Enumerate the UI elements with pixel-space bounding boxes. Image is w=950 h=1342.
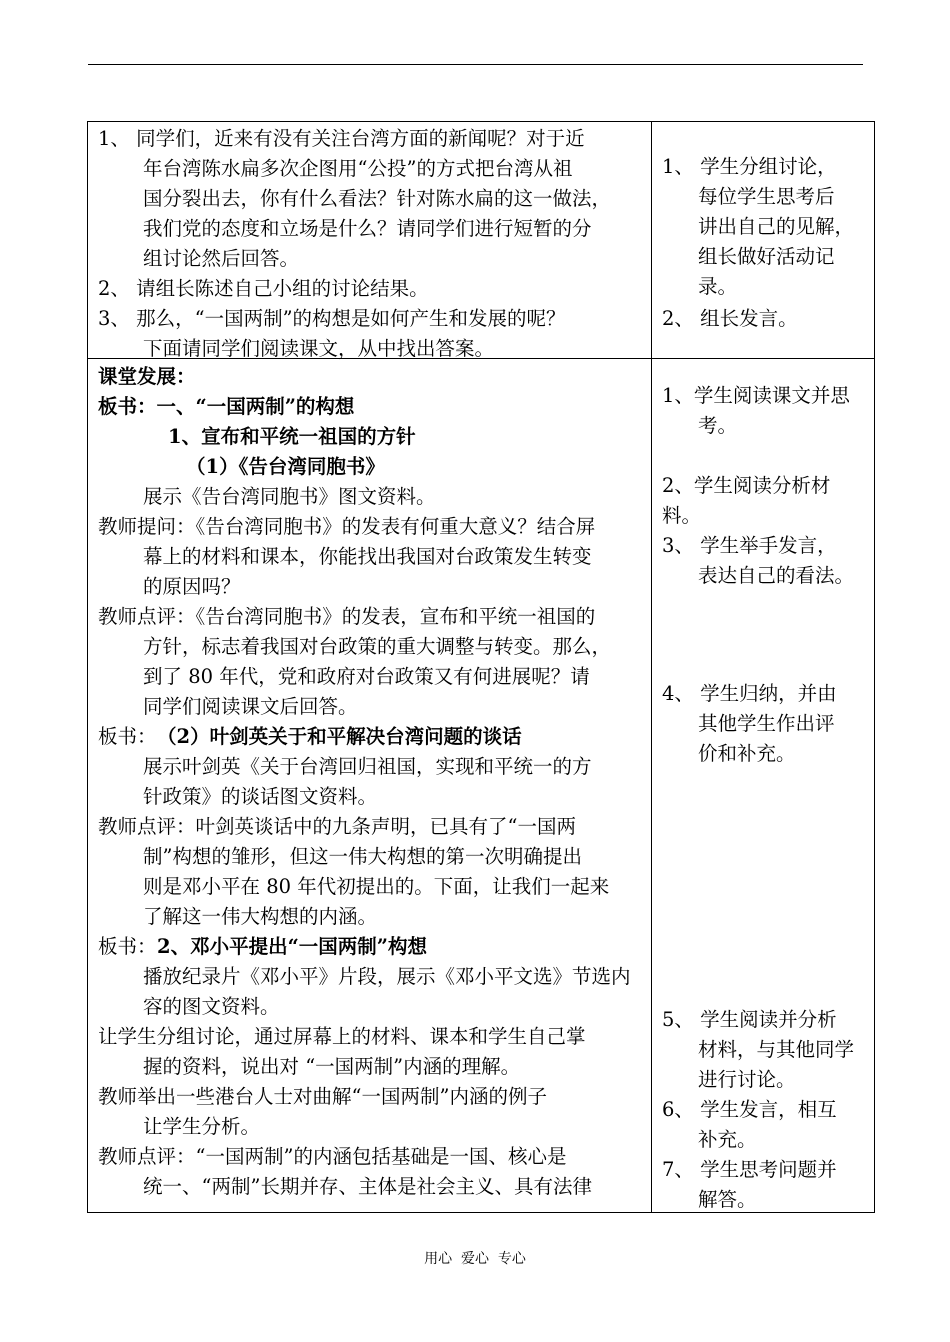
text-line: 握的资料，说出对 “一国两制”内涵的理解。: [143, 1055, 521, 1078]
text-line: 考。: [698, 414, 738, 437]
text-line: 年台湾陈水扁多次企图用“公投”的方式把台湾从祖: [143, 157, 573, 180]
text-line: 针政策》的谈话图文资料。: [143, 785, 378, 808]
board-subheading: 2、邓小平提出“一国两制”构想: [157, 935, 428, 958]
text-line: 展示叶剑英《关于台湾回归祖国，实现和平统一的方: [143, 755, 592, 778]
text-line: 教师举出一些港台人士对曲解“一国两制”内涵的例子: [98, 1085, 547, 1108]
text-line: 下面请同学们阅读课文，从中找出答案。: [143, 337, 495, 360]
text-line: 6、 学生发言，相互: [662, 1098, 837, 1121]
text-line: 我们党的态度和立场是什么？请同学们进行短暂的分: [143, 217, 592, 240]
text-line: 同学们阅读课文后回答。: [143, 695, 358, 718]
text-line: 教师提问：《告台湾同胞书》的发表有何重大意义？结合屏: [98, 515, 596, 538]
table-row-intro: [88, 122, 875, 359]
text-line: 教师点评：“一国两制”的内涵包括基础是一国、核心是: [98, 1145, 567, 1168]
text-line: 展示《告台湾同胞书》图文资料。: [143, 485, 436, 508]
text-line: 播放纪录片《邓小平》片段，展示《邓小平文选》节选内: [143, 965, 631, 988]
text-line: 4、 学生归纳，并由: [662, 682, 837, 705]
text-line: 组讨论然后回答。: [143, 247, 300, 270]
text-line: 教师点评：叶剑英谈话中的九条声明，已具有了“一国两: [98, 815, 576, 838]
text-line: 了解这一伟大构想的内涵。: [143, 905, 378, 928]
board-heading: 板书：一、“一国两制”的构想: [98, 395, 355, 418]
board-label: 板书：: [98, 935, 157, 958]
teacher-activity-cell: [88, 122, 652, 359]
text-line: 进行讨论。: [698, 1068, 796, 1091]
text-line: 7、 学生思考问题并: [662, 1158, 837, 1181]
teacher-activity-cell: [88, 359, 652, 1213]
text-line: 组长做好活动记: [698, 245, 835, 268]
text-line: 让学生分析。: [143, 1115, 261, 1138]
text-line: 容的图文资料。: [143, 995, 280, 1018]
lesson-plan-table: [87, 121, 875, 1213]
text-line: 解答。: [698, 1188, 757, 1211]
board-label: 板书：: [98, 725, 157, 748]
text-line: 1、 学生分组讨论，: [662, 155, 837, 178]
text-line: 料。: [662, 504, 702, 527]
page-footer: 用心 爱心 专心: [424, 1251, 526, 1267]
text-line: 3、 学生举手发言，: [662, 534, 837, 557]
text-line: 价和补充。: [698, 742, 796, 765]
text-line: 幕上的材料和课本，你能找出我国对台政策发生转变: [143, 545, 592, 568]
student-activity-cell: [652, 359, 875, 1213]
text-line: 5、 学生阅读并分析: [662, 1008, 837, 1031]
text-line: 国分裂出去，你有什么看法？针对陈水扁的这一做法，: [143, 187, 612, 210]
text-line: 讲出自己的见解，: [698, 215, 855, 238]
text-line: 每位学生思考后: [698, 185, 835, 208]
table-row-development: [88, 359, 875, 1213]
text-line: 则是邓小平在 80 年代初提出的。下面，让我们一起来: [143, 875, 610, 898]
text-line: 制”构想的雏形，但这一伟大构想的第一次明确提出: [143, 845, 582, 868]
text-line: 录。: [698, 275, 738, 298]
board-subheading: （2）叶剑英关于和平解决台湾问题的谈话: [157, 725, 522, 748]
section-heading: 课堂发展：: [98, 365, 196, 388]
text-line: 方针，标志着我国对台政策的重大调整与转变。那么，: [143, 635, 612, 658]
text-line: 让学生分组讨论，通过屏幕上的材料、课本和学生自己掌: [98, 1025, 586, 1048]
text-line: 2、 组长发言。: [662, 307, 798, 330]
text-line: 1、 同学们，近来有没有关注台湾方面的新闻呢？对于近: [98, 127, 585, 150]
text-line: 3、 那么，“一国两制”的构想是如何产生和发展的呢？: [98, 307, 566, 330]
header-rule: [88, 64, 863, 65]
text-line: 教师点评：《告台湾同胞书》的发表，宣布和平统一祖国的: [98, 605, 596, 628]
board-subheading: （1）《告台湾同胞书》: [186, 455, 385, 478]
text-line: 2、学生阅读分析材: [662, 474, 831, 497]
text-line: 2、 请组长陈述自己小组的讨论结果。: [98, 277, 429, 300]
text-line: 其他学生作出评: [698, 712, 835, 735]
board-subheading: 1、宣布和平统一祖国的方针: [168, 425, 416, 448]
text-line: 补充。: [698, 1128, 757, 1151]
text-line: 1、学生阅读课文并思: [662, 384, 850, 407]
text-line: 到了 80 年代，党和政府对台政策又有何进展呢？请: [143, 665, 590, 688]
student-activity-cell: [652, 122, 875, 359]
text-line: 的原因吗？: [143, 575, 241, 598]
text-line: 表达自己的看法。: [698, 564, 855, 587]
text-line: 统一、“两制”长期并存、主体是社会主义、具有法律: [143, 1175, 592, 1198]
text-line: 材料，与其他同学: [698, 1038, 855, 1061]
